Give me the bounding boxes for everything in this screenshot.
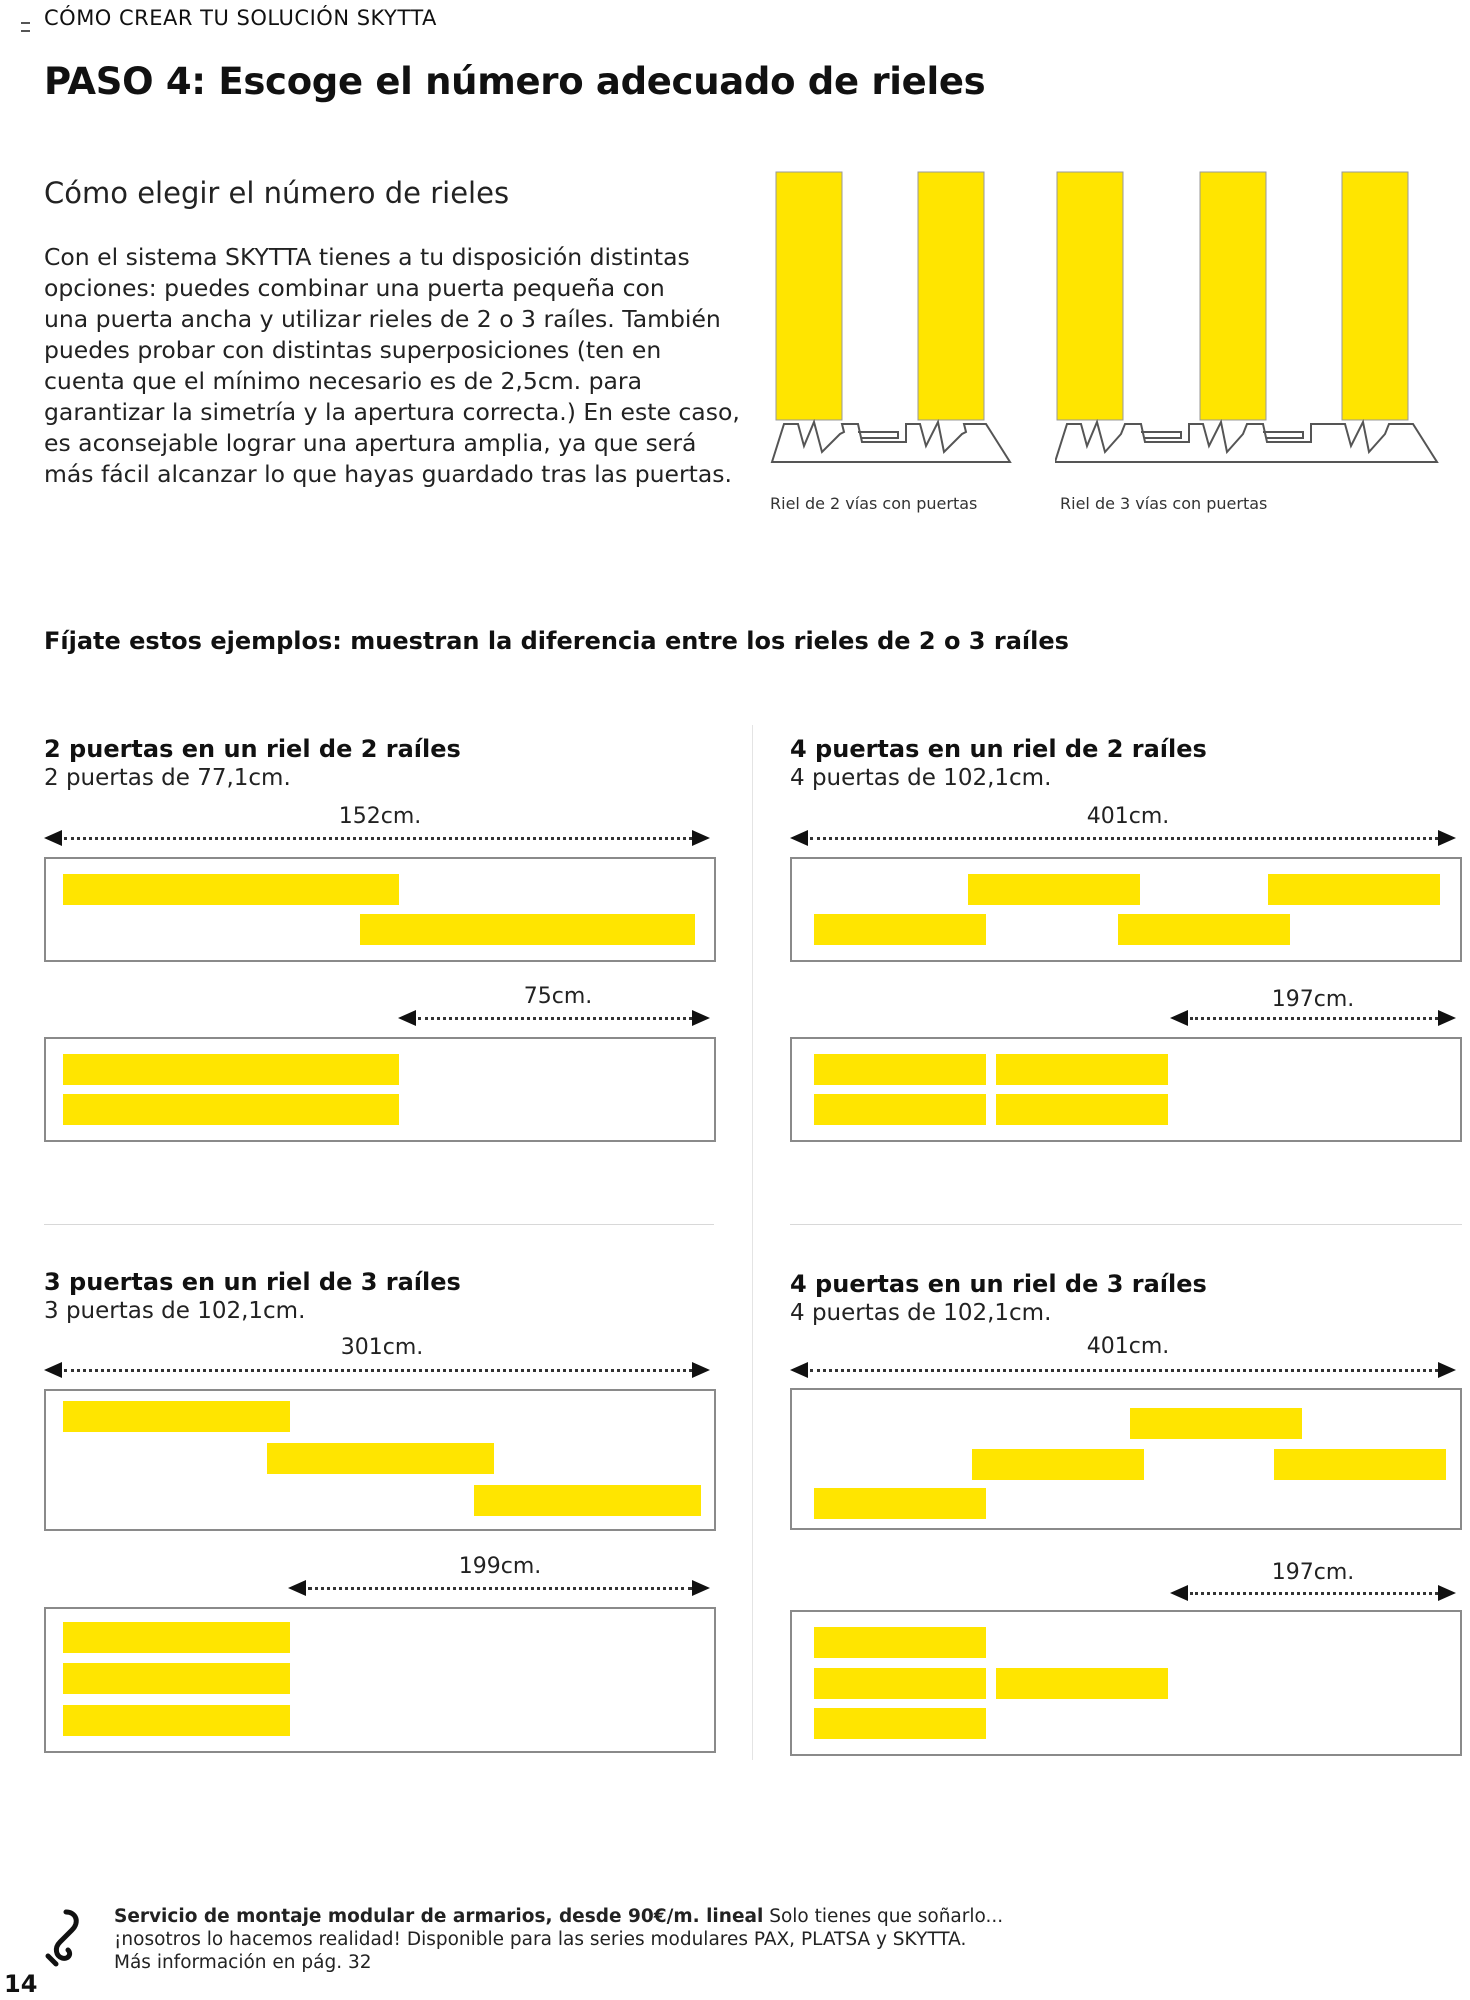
door-panel xyxy=(972,1449,1144,1480)
open-layout-box xyxy=(790,1610,1462,1756)
door-panel xyxy=(814,1054,986,1085)
intro-line: garantizar la simetría y la apertura correcta.) En este caso, xyxy=(44,398,740,426)
arrow-left-icon xyxy=(44,830,62,846)
door-panel xyxy=(968,874,1140,905)
menu-icon xyxy=(21,22,30,32)
intro-subtitle: Cómo elegir el número de rieles xyxy=(44,176,510,210)
service-page-reference: Más información en pág. 32 xyxy=(114,1952,372,1973)
intro-paragraph xyxy=(44,242,744,490)
dimension-line xyxy=(1190,1017,1438,1020)
door-panel xyxy=(996,1668,1168,1699)
section-label: CÓMO CREAR TU SOLUCIÓN SKYTTA xyxy=(44,6,437,30)
arrow-right-icon xyxy=(692,1362,710,1378)
example-subtitle: 3 puertas de 102,1cm. xyxy=(44,1298,306,1324)
door-panel xyxy=(814,1488,986,1519)
door-panel xyxy=(996,1094,1168,1125)
arrow-left-icon xyxy=(288,1580,306,1596)
service-text: Solo tienes que soñarlo... xyxy=(763,1906,1004,1927)
door-panel xyxy=(1130,1408,1302,1439)
dimension-line xyxy=(64,837,692,840)
arrow-left-icon xyxy=(44,1362,62,1378)
examples-heading: Fíjate estos ejemplos: muestran la diferencia entre los rieles de 2 o 3 raíles xyxy=(44,627,1069,655)
example-title: 2 puertas en un riel de 2 raíles xyxy=(44,735,461,763)
intro-line: una puerta ancha y utilizar rieles de 2 o 3 raíles. También xyxy=(44,305,721,333)
example-title: 4 puertas en un riel de 3 raíles xyxy=(790,1270,1207,1298)
page-number: 14 xyxy=(4,1970,38,1998)
open-layout-box xyxy=(44,1607,716,1753)
rail-2-way-caption: Riel de 2 vías con puertas xyxy=(770,494,978,513)
open-width-label: 199cm. xyxy=(458,1554,542,1579)
service-highlight: Servicio de montaje modular de armarios, desde 90€/m. lineal xyxy=(114,1906,764,1927)
door-panel xyxy=(814,1627,986,1658)
door-panel xyxy=(814,1094,986,1125)
door-panel xyxy=(1118,914,1290,945)
door-panel xyxy=(63,1401,290,1432)
closed-width-label: 401cm. xyxy=(1086,1334,1170,1359)
door-panel xyxy=(63,1054,399,1085)
arrow-left-icon xyxy=(1170,1010,1188,1026)
door-panel xyxy=(1274,1449,1446,1480)
open-width-label: 197cm. xyxy=(1271,1560,1355,1585)
open-width-label: 75cm. xyxy=(523,984,593,1009)
rail-3-way-caption: Riel de 3 vías con puertas xyxy=(1060,494,1268,513)
closed-layout-box xyxy=(790,857,1462,962)
closed-layout-box xyxy=(790,1388,1462,1530)
door-panel xyxy=(814,1668,986,1699)
door-panel xyxy=(63,1663,290,1694)
row-divider xyxy=(790,1224,1462,1225)
door-panel xyxy=(814,1708,986,1739)
door-panel xyxy=(360,914,695,945)
door-panel xyxy=(474,1485,701,1516)
intro-line: puedes probar con distintas superposiciones (ten en xyxy=(44,336,662,364)
intro-line: cuenta que el mínimo necesario es de 2,5cm. para xyxy=(44,367,642,395)
example-subtitle: 4 puertas de 102,1cm. xyxy=(790,1300,1052,1326)
closed-width-label: 301cm. xyxy=(340,1335,424,1360)
door-panel xyxy=(63,1094,399,1125)
example-subtitle: 2 puertas de 77,1cm. xyxy=(44,765,291,791)
rail-3-way-illustration xyxy=(1055,170,1455,475)
dimension-line xyxy=(810,837,1438,840)
closed-layout-box xyxy=(44,1389,716,1531)
example-subtitle: 4 puertas de 102,1cm. xyxy=(790,765,1052,791)
service-line-1 xyxy=(114,1905,1014,1928)
door-panel xyxy=(63,1705,290,1736)
assembly-tool-icon xyxy=(42,1908,86,1970)
dimension-line xyxy=(810,1369,1438,1372)
dimension-line xyxy=(64,1369,692,1372)
arrow-right-icon xyxy=(692,830,710,846)
closed-width-label: 401cm. xyxy=(1086,804,1170,829)
door-panel xyxy=(63,874,399,905)
example-title: 4 puertas en un riel de 2 raíles xyxy=(790,735,1207,763)
open-layout-box xyxy=(44,1037,716,1142)
service-line-2: ¡nosotros lo hacemos realidad! Disponible para las series modulares PAX, PLATSA y SKYTTA. xyxy=(114,1929,967,1950)
intro-line: Con el sistema SKYTTA tienes a tu disposición distintas xyxy=(44,243,690,271)
door-panel xyxy=(814,914,986,945)
intro-line: opciones: puedes combinar una puerta pequeña con xyxy=(44,274,665,302)
arrow-right-icon xyxy=(1438,830,1456,846)
column-divider xyxy=(752,725,753,1760)
arrow-right-icon xyxy=(1438,1362,1456,1378)
closed-width-label: 152cm. xyxy=(338,804,422,829)
door-panel xyxy=(1268,874,1440,905)
arrow-left-icon xyxy=(1170,1585,1188,1601)
dimension-line xyxy=(418,1017,692,1020)
closed-layout-box xyxy=(44,857,716,962)
open-layout-box xyxy=(790,1037,1462,1142)
arrow-left-icon xyxy=(398,1010,416,1026)
door-panel xyxy=(267,1443,494,1474)
door-panel xyxy=(63,1622,290,1653)
dimension-line xyxy=(308,1587,692,1590)
door-panel xyxy=(996,1054,1168,1085)
arrow-right-icon xyxy=(692,1010,710,1026)
example-title: 3 puertas en un riel de 3 raíles xyxy=(44,1268,461,1296)
arrow-right-icon xyxy=(1438,1585,1456,1601)
arrow-left-icon xyxy=(790,1362,808,1378)
intro-line: es aconsejable lograr una apertura amplia, ya que será xyxy=(44,429,697,457)
dimension-line xyxy=(1190,1592,1438,1595)
service-info xyxy=(114,1905,1014,1974)
open-width-label: 197cm. xyxy=(1271,987,1355,1012)
arrow-right-icon xyxy=(692,1580,710,1596)
arrow-left-icon xyxy=(790,830,808,846)
row-divider xyxy=(44,1224,714,1225)
arrow-right-icon xyxy=(1438,1010,1456,1026)
intro-line: más fácil alcanzar lo que hayas guardado tras las puertas. xyxy=(44,460,733,488)
page-title: PASO 4: Escoge el número adecuado de rieles xyxy=(44,60,986,103)
